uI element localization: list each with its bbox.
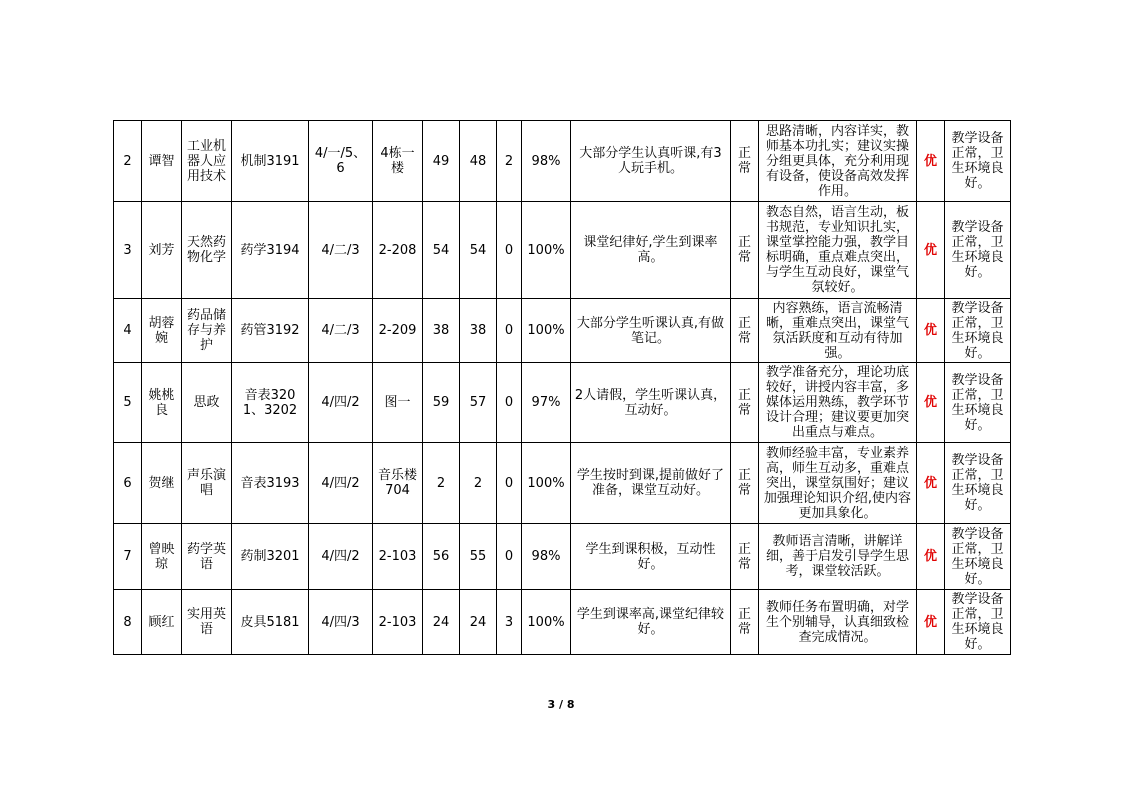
teaching-status: 正常 [731,299,759,363]
page-number: 3 / 8 [547,698,575,711]
teaching-status: 正常 [731,202,759,299]
actual-count: 54 [460,202,497,299]
teacher-name: 顾红 [142,590,182,655]
table-body [114,121,1011,655]
absent-count: 0 [497,524,522,590]
discipline-note: 大部分学生认真听课,有3人玩手机。 [571,121,731,202]
class-time: 4/四/2 [309,524,373,590]
course-name: 实用英语 [182,590,232,655]
class-time: 4/二/3 [309,202,373,299]
absent-count: 2 [497,121,522,202]
teacher-name: 贺继 [142,443,182,524]
absent-count: 3 [497,590,522,655]
course-name: 天然药物化学 [182,202,232,299]
classroom-location: 音乐楼704 [373,443,423,524]
grade-badge: 优 [917,524,945,590]
teaching-evaluation: 教学准备充分，理论功底较好，讲授内容丰富，多媒体运用熟练，教学环节设计合理；建议要更加突出重点与难点。 [759,363,917,443]
absent-count: 0 [497,443,522,524]
class-name: 音表3201、3202 [232,363,309,443]
table-row [114,590,1011,655]
teaching-status: 正常 [731,363,759,443]
attendance-rate: 100% [522,443,571,524]
classroom-location: 2-103 [373,524,423,590]
teaching-evaluation: 教师任务布置明确，对学生个别辅导，认真细致检查完成情况。 [759,590,917,655]
table-row [114,299,1011,363]
table-row [114,363,1011,443]
class-time: 4/一/5、6 [309,121,373,202]
teaching-evaluation: 内容熟练，语言流畅清晰，重难点突出，课堂气氛活跃度和互动有待加强。 [759,299,917,363]
discipline-note: 大部分学生听课认真,有做笔记。 [571,299,731,363]
row-number: 4 [114,299,142,363]
grade-badge: 优 [917,202,945,299]
teaching-evaluation: 思路清晰，内容详实，教师基本功扎实；建议实操分组更具体，充分利用现有设备，使设备高效发挥作用。 [759,121,917,202]
discipline-note: 学生到课积极，互动性好。 [571,524,731,590]
table-row [114,443,1011,524]
teacher-name: 谭智 [142,121,182,202]
teaching-status: 正常 [731,443,759,524]
absent-count: 0 [497,202,522,299]
table-row [114,121,1011,202]
grade-badge: 优 [917,363,945,443]
class-time: 4/四/2 [309,443,373,524]
discipline-note: 学生按时到课,提前做好了准备，课堂互动好。 [571,443,731,524]
discipline-note: 学生到课率高,课堂纪律较好。 [571,590,731,655]
teaching-evaluation: 教师语言清晰，讲解详细，善于启发引导学生思考，课堂较活跃。 [759,524,917,590]
grade-badge: 优 [917,443,945,524]
class-name: 音表3193 [232,443,309,524]
attendance-rate: 100% [522,299,571,363]
course-name: 工业机器人应用技术 [182,121,232,202]
actual-count: 2 [460,443,497,524]
class-name: 药学3194 [232,202,309,299]
expected-count: 56 [423,524,460,590]
teacher-name: 刘芳 [142,202,182,299]
class-name: 机制3191 [232,121,309,202]
teaching-status: 正常 [731,590,759,655]
expected-count: 2 [423,443,460,524]
discipline-note: 2人请假，学生听课认真，互动好。 [571,363,731,443]
teaching-evaluation: 教态自然，语言生动，板书规范，专业知识扎实，课堂掌控能力强，教学目标明确，重点难点突出，与学生互动良好，课堂气氛较好。 [759,202,917,299]
teaching-evaluation: 教师经验丰富，专业素养高，师生互动多，重难点突出，课堂氛围好；建议加强理论知识介绍,使内容更加具象化。 [759,443,917,524]
actual-count: 57 [460,363,497,443]
environment-note: 教学设备正常，卫生环境良好。 [945,363,1011,443]
expected-count: 49 [423,121,460,202]
grade-badge: 优 [917,121,945,202]
attendance-rate: 98% [522,121,571,202]
teacher-name: 姚桃良 [142,363,182,443]
absent-count: 0 [497,363,522,443]
class-time: 4/二/3 [309,299,373,363]
environment-note: 教学设备正常，卫生环境良好。 [945,299,1011,363]
grade-badge: 优 [917,299,945,363]
classroom-location: 2-103 [373,590,423,655]
expected-count: 24 [423,590,460,655]
expected-count: 59 [423,363,460,443]
teaching-status: 正常 [731,121,759,202]
row-number: 2 [114,121,142,202]
row-number: 7 [114,524,142,590]
actual-count: 55 [460,524,497,590]
environment-note: 教学设备正常，卫生环境良好。 [945,590,1011,655]
course-name: 药品储存与养护 [182,299,232,363]
class-time: 4/四/2 [309,363,373,443]
table-row [114,202,1011,299]
classroom-location: 2-208 [373,202,423,299]
actual-count: 24 [460,590,497,655]
discipline-note: 课堂纪律好,学生到课率高。 [571,202,731,299]
environment-note: 教学设备正常，卫生环境良好。 [945,202,1011,299]
class-name: 药制3201 [232,524,309,590]
expected-count: 38 [423,299,460,363]
course-name: 声乐演唱 [182,443,232,524]
row-number: 3 [114,202,142,299]
inspection-table [113,120,1011,655]
course-name: 药学英语 [182,524,232,590]
course-name: 思政 [182,363,232,443]
teacher-name: 曾映琼 [142,524,182,590]
teaching-status: 正常 [731,524,759,590]
row-number: 8 [114,590,142,655]
absent-count: 0 [497,299,522,363]
attendance-rate: 97% [522,363,571,443]
classroom-location: 4栋一楼 [373,121,423,202]
environment-note: 教学设备正常，卫生环境良好。 [945,443,1011,524]
classroom-location: 2-209 [373,299,423,363]
environment-note: 教学设备正常，卫生环境良好。 [945,121,1011,202]
class-time: 4/四/3 [309,590,373,655]
row-number: 6 [114,443,142,524]
row-number: 5 [114,363,142,443]
grade-badge: 优 [917,590,945,655]
expected-count: 54 [423,202,460,299]
table-row [114,524,1011,590]
environment-note: 教学设备正常，卫生环境良好。 [945,524,1011,590]
class-name: 药管3192 [232,299,309,363]
actual-count: 48 [460,121,497,202]
teacher-name: 胡蓉婉 [142,299,182,363]
classroom-location: 图一 [373,363,423,443]
attendance-rate: 98% [522,524,571,590]
attendance-rate: 100% [522,202,571,299]
class-name: 皮具5181 [232,590,309,655]
actual-count: 38 [460,299,497,363]
attendance-rate: 100% [522,590,571,655]
